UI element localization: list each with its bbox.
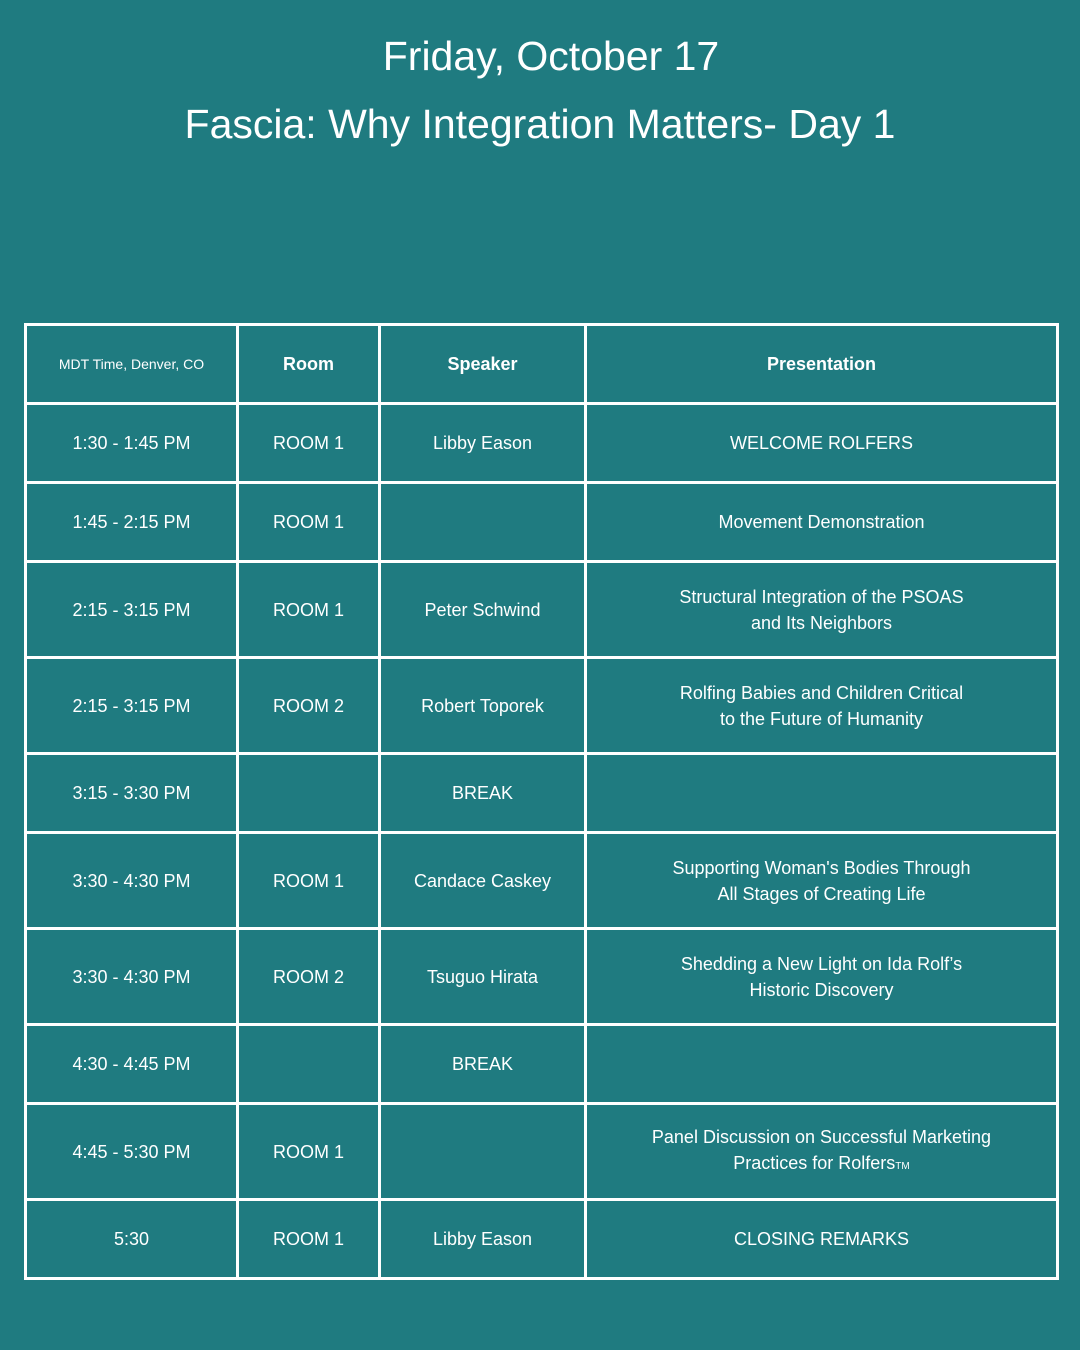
- schedule-body: [26, 404, 1058, 1279]
- time-cell: 1:30 - 1:45 PM: [26, 404, 238, 483]
- presentation-line-1: Rolfing Babies and Children Critical: [679, 682, 964, 703]
- speaker-cell: [380, 1104, 586, 1200]
- column-header-speaker: Speaker: [380, 325, 586, 404]
- presentation-line-1: Shedding a New Light on Ida Rolf’s: [680, 953, 963, 974]
- speaker-cell: Libby Eason: [380, 1200, 586, 1279]
- table-row: [26, 1200, 1058, 1279]
- presentation-cell: [586, 562, 1058, 658]
- room-cell: ROOM 1: [238, 404, 380, 483]
- time-cell: 3:30 - 4:30 PM: [26, 929, 238, 1025]
- room-cell: ROOM 1: [238, 483, 380, 562]
- presentation-line-2: [595, 1150, 1048, 1180]
- time-cell: 2:15 - 3:15 PM: [26, 562, 238, 658]
- presentation-cell: [586, 1104, 1058, 1200]
- room-cell: [238, 1025, 380, 1104]
- presentation-cell: [586, 754, 1058, 833]
- speaker-cell: Libby Eason: [380, 404, 586, 483]
- presentation-line-1: CLOSING REMARKS: [733, 1229, 910, 1249]
- column-header-presentation: Presentation: [586, 325, 1058, 404]
- speaker-cell: BREAK: [380, 1025, 586, 1104]
- time-cell: 1:45 - 2:15 PM: [26, 483, 238, 562]
- presentation-line-1: Supporting Woman's Bodies Through: [672, 857, 971, 878]
- page-title: Fascia: Why Integration Matters- Day 1: [184, 101, 896, 147]
- presentation-line-2: [595, 881, 1048, 907]
- presentation-line-2-text: All Stages of Creating Life: [717, 883, 926, 904]
- column-header-time: MDT Time, Denver, CO: [26, 325, 238, 404]
- table-header-row: [26, 325, 1058, 404]
- presentation-line-2: [595, 610, 1048, 636]
- table-row: [26, 1104, 1058, 1200]
- presentation-cell: [586, 1025, 1058, 1104]
- presentation-line-2: [595, 706, 1048, 732]
- schedule-table: [24, 323, 1059, 1280]
- speaker-cell: Tsuguo Hirata: [380, 929, 586, 1025]
- speaker-cell: Candace Caskey: [380, 833, 586, 929]
- time-cell: 2:15 - 3:15 PM: [26, 658, 238, 754]
- presentation-line-2-text: to the Future of Humanity: [719, 708, 924, 729]
- presentation-line-1: Movement Demonstration: [718, 512, 925, 532]
- room-cell: ROOM 1: [238, 562, 380, 658]
- page-date: Friday, October 17: [382, 33, 720, 79]
- table-row: [26, 658, 1058, 754]
- room-cell: ROOM 1: [238, 833, 380, 929]
- table-row: [26, 483, 1058, 562]
- time-cell: 5:30: [26, 1200, 238, 1279]
- presentation-line-1: WELCOME ROLFERS: [729, 433, 914, 453]
- trademark-mark: TM: [895, 1160, 910, 1172]
- room-cell: [238, 754, 380, 833]
- presentation-cell: [586, 404, 1058, 483]
- speaker-cell: BREAK: [380, 754, 586, 833]
- presentation-line-1: Structural Integration of the PSOAS: [679, 586, 964, 607]
- presentation-line-2-text: Historic Discovery: [749, 979, 894, 1000]
- table-row: [26, 1025, 1058, 1104]
- page-header: [0, 28, 1080, 152]
- presentation-line-1: Panel Discussion on Successful Marketing: [651, 1126, 992, 1147]
- room-cell: ROOM 2: [238, 658, 380, 754]
- room-cell: ROOM 1: [238, 1104, 380, 1200]
- table-row: [26, 754, 1058, 833]
- presentation-line-2: [595, 977, 1048, 1003]
- presentation-line-2-text: Practices for Rolfers: [733, 1152, 896, 1173]
- presentation-cell: [586, 1200, 1058, 1279]
- presentation-line-2-text: and Its Neighbors: [750, 612, 893, 633]
- speaker-cell: Robert Toporek: [380, 658, 586, 754]
- time-cell: 4:30 - 4:45 PM: [26, 1025, 238, 1104]
- presentation-cell: [586, 658, 1058, 754]
- presentation-cell: [586, 833, 1058, 929]
- room-cell: ROOM 1: [238, 1200, 380, 1279]
- presentation-cell: [586, 929, 1058, 1025]
- time-cell: 4:45 - 5:30 PM: [26, 1104, 238, 1200]
- room-cell: ROOM 2: [238, 929, 380, 1025]
- table-row: [26, 562, 1058, 658]
- time-cell: 3:30 - 4:30 PM: [26, 833, 238, 929]
- speaker-cell: Peter Schwind: [380, 562, 586, 658]
- table-row: [26, 929, 1058, 1025]
- time-cell: 3:15 - 3:30 PM: [26, 754, 238, 833]
- table-row: [26, 404, 1058, 483]
- presentation-cell: [586, 483, 1058, 562]
- column-header-room: Room: [238, 325, 380, 404]
- table-row: [26, 833, 1058, 929]
- speaker-cell: [380, 483, 586, 562]
